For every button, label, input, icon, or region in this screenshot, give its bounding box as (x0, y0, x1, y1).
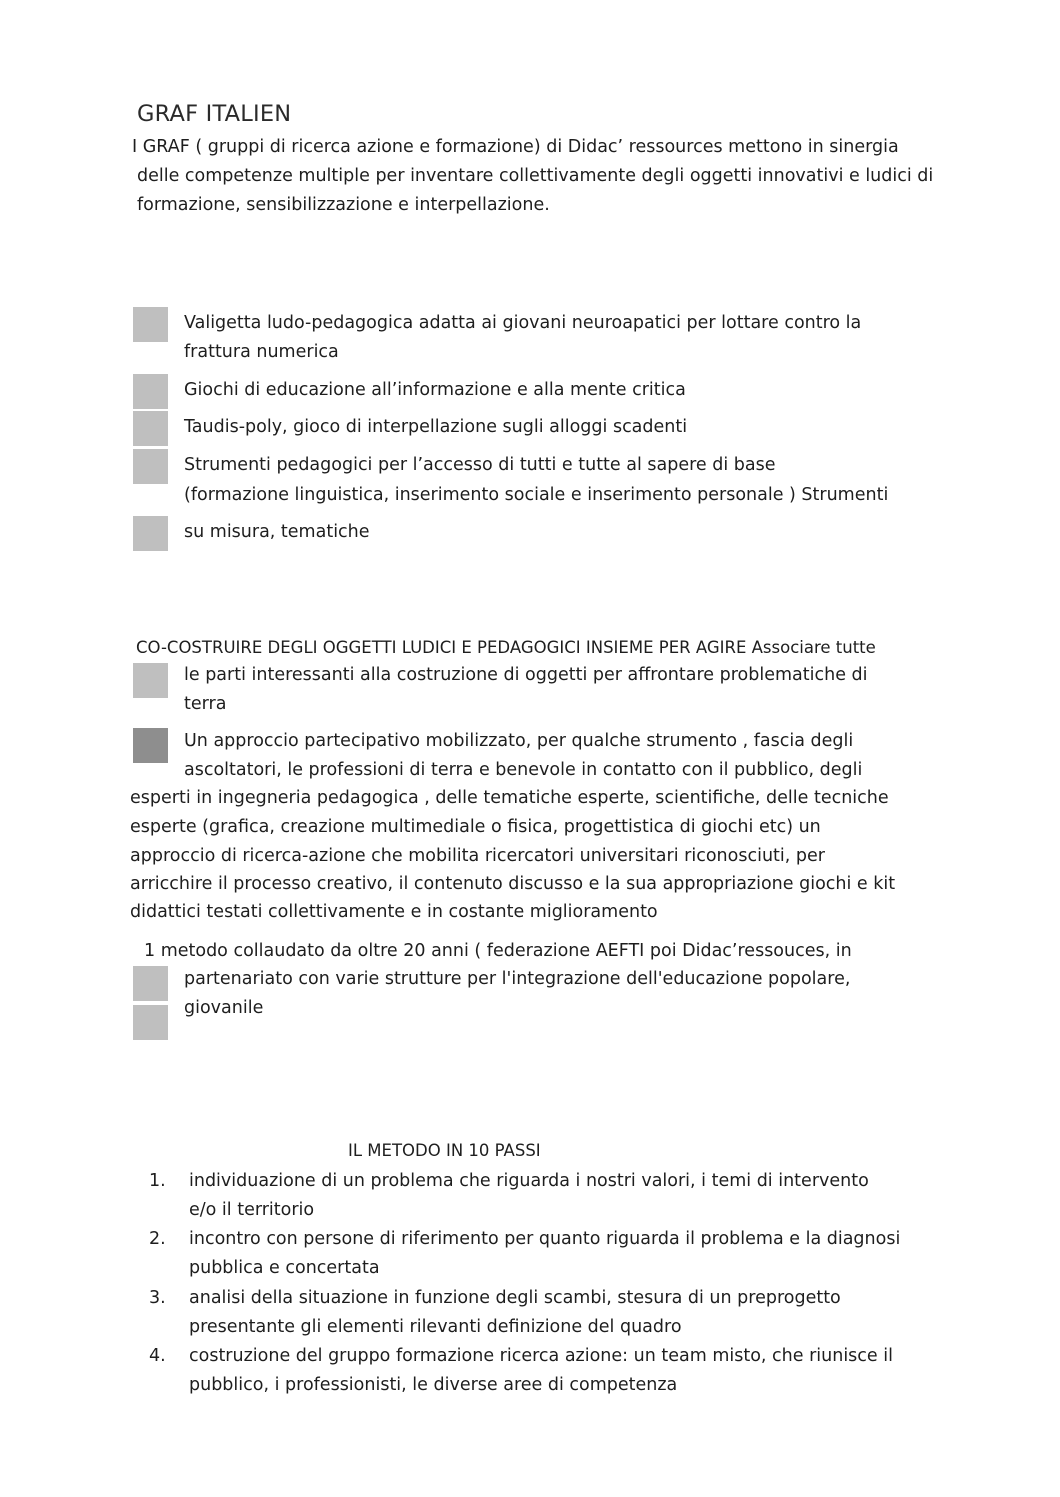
bullet-square (133, 374, 168, 409)
tools-item-line: (formazione linguistica, inserimento sociale e inserimento personale ) Strumenti (184, 485, 889, 505)
cocostruire-line: approccio di ricerca-azione che mobilita ricercatori universitari riconosciuti, per (130, 846, 825, 866)
step-number: 3. (149, 1288, 166, 1308)
step-number: 4. (149, 1346, 166, 1366)
step-text: pubblica e concertata (189, 1258, 380, 1278)
bullet-square-dark (133, 728, 168, 763)
bullet-square (133, 1005, 168, 1040)
bullet-square (133, 966, 168, 1001)
section-heading-cocostruire: CO-COSTRUIRE DEGLI OGGETTI LUDICI E PEDAGOGICI INSIEME PER AGIRE Associare tutte (136, 638, 876, 657)
tools-item-line: Taudis-poly, gioco di interpellazione sugli alloggi scadenti (184, 417, 688, 437)
section-heading-metodo: IL METODO IN 10 PASSI (348, 1141, 541, 1160)
intro-line-2: delle competenze multiple per inventare collettivamente degli oggetti innovativi e ludici di (137, 166, 934, 186)
bullet-square (133, 663, 168, 698)
cocostruire-line: terra (184, 694, 227, 714)
cocostruire-line: 1 metodo collaudato da oltre 20 anni ( federazione AEFTI poi Didac’ressouces, in (144, 941, 852, 961)
step-text: incontro con persone di riferimento per quanto riguarda il problema e la diagnosi (189, 1229, 901, 1249)
cocostruire-line: ascoltatori, le professioni di terra e benevole in contatto con il pubblico, degli (184, 760, 863, 780)
tools-item-line: Strumenti pedagogici per l’accesso di tutti e tutte al sapere di base (184, 455, 776, 475)
cocostruire-line: partenariato con varie strutture per l'integrazione dell'educazione popolare, (184, 969, 851, 989)
tools-item-line: su misura, tematiche (184, 522, 370, 542)
cocostruire-line: didattici testati collettivamente e in costante miglioramento (130, 902, 658, 922)
tools-item-line: frattura numerica (184, 342, 339, 362)
step-text: e/o il territorio (189, 1200, 315, 1220)
cocostruire-line: le parti interessanti alla costruzione di oggetti per affrontare problematiche di (184, 665, 868, 685)
tools-item-line: Giochi di educazione all’informazione e alla mente critica (184, 380, 686, 400)
page-title: GRAF ITALIEN (137, 101, 292, 127)
step-text: pubblico, i professionisti, le diverse aree di competenza (189, 1375, 678, 1395)
bullet-square (133, 411, 168, 446)
step-number: 2. (149, 1229, 166, 1249)
intro-line-1: I GRAF ( gruppi di ricerca azione e formazione) di Didac’ ressources mettono in sinergia (132, 137, 899, 157)
cocostruire-line: esperte (grafica, creazione multimediale o fisica, progettistica di giochi etc) un (130, 817, 821, 837)
cocostruire-line: Un approccio partecipativo mobilizzato, per qualche strumento , fascia degli (184, 731, 854, 751)
tools-item-line: Valigetta ludo-pedagogica adatta ai giovani neuroapatici per lottare contro la (184, 313, 862, 333)
bullet-square (133, 516, 168, 551)
cocostruire-line: esperti in ingegneria pedagogica , delle tematiche esperte, scientifiche, delle tecniche (130, 788, 889, 808)
intro-line-3: formazione, sensibilizzazione e interpellazione. (137, 195, 550, 215)
step-number: 1. (149, 1171, 166, 1191)
step-text: costruzione del gruppo formazione ricerca azione: un team misto, che riunisce il (189, 1346, 893, 1366)
step-text: analisi della situazione in funzione degli scambi, stesura di un preprogetto (189, 1288, 841, 1308)
step-text: individuazione di un problema che riguarda i nostri valori, i temi di intervento (189, 1171, 869, 1191)
cocostruire-line: arricchire il processo creativo, il contenuto discusso e la sua appropriazione giochi e kit (130, 874, 896, 894)
bullet-square (133, 307, 168, 342)
step-text: presentante gli elementi rilevanti definizione del quadro (189, 1317, 682, 1337)
cocostruire-line: giovanile (184, 998, 264, 1018)
bullet-square (133, 449, 168, 484)
